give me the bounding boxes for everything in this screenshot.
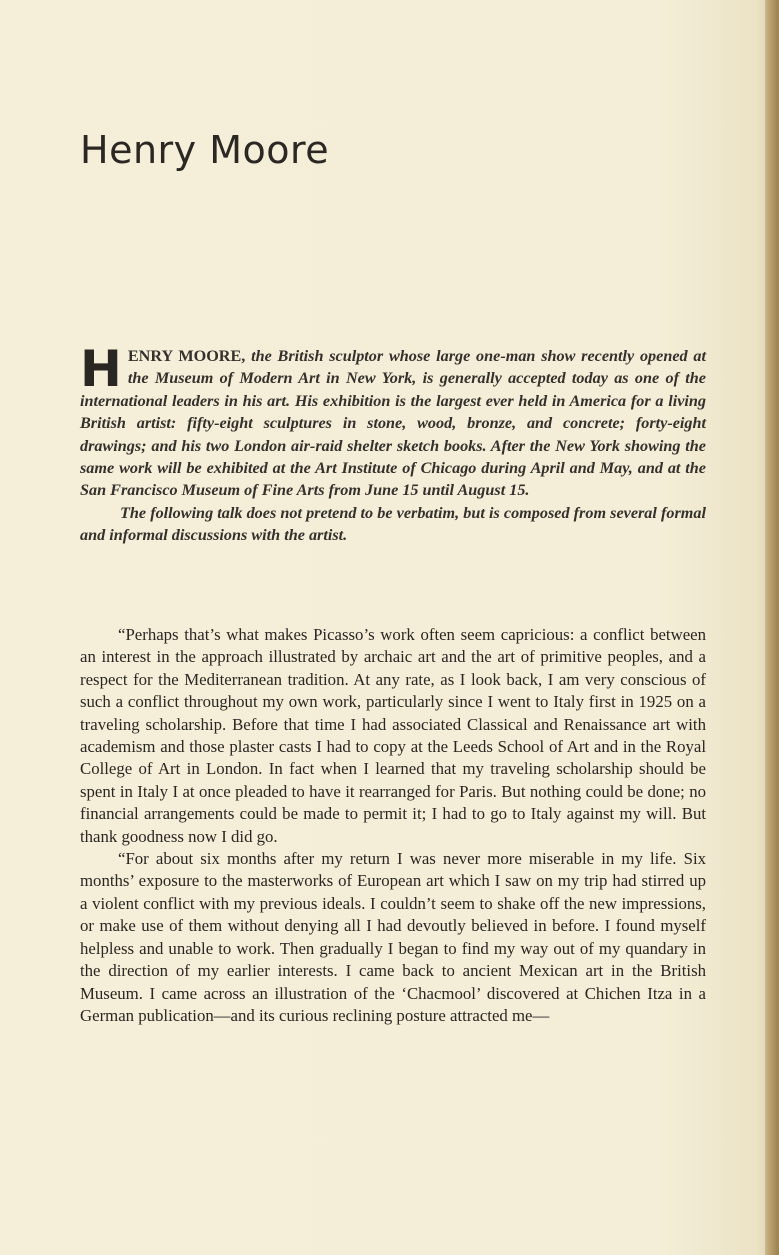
page-title: Henry Moore — [80, 128, 330, 172]
intro-name: ENRY MOORE, — [127, 347, 246, 365]
body-paragraph-1: “Perhaps that’s what makes Picasso’s work often seem capricious: a conflict between an interest in the approach illustrated by archaic art and the art of primitive peoples, and a respect for the Mediterranean tradition. At any rate, as I look back, I am very conscious of such a conflict throughout my own work, particularly since I went to Italy first in 1925 on a traveling scholarship. Before that time I had associated Classical and Renaissance art with academism and those plaster casts I had to copy at the Leeds School of Art and in the Royal College of Art in London. In fact when I learned that my traveling scholarship should be spent in Italy I at once pleaded to have it rearranged for Paris. But nothing could be done; no financial arrangements could be made to permit it; I had to go to Italy against my will. But thank goodness now I did go. — [80, 625, 706, 846]
intro-paragraph-2: The following talk does not pretend to be verbatim, but is composed from several formal and informal discussions with the artist. — [80, 503, 706, 545]
page-edge — [765, 0, 779, 1255]
intro-text — [80, 340, 706, 547]
intro-paragraph-1 — [80, 340, 706, 502]
drop-cap: H — [80, 340, 122, 398]
intro-paragraph-1-text: the British sculptor whose large one-man show recently opened at the Museum of Modern Art in New York, is generally accepted today as one of the international leaders in his art. His exhibition is the largest ever held in America for a living British artist: fifty-eight sculptures in stone, wood, bronze, and concrete; forty-eight drawings; and his two London air-raid shelter sketch books. After the New York showing the same work will be exhibited at the Art Institute of Chicago during April and May, and at the San Francisco Museum of Fine Arts from June 15 until August 15. — [80, 347, 706, 500]
body-paragraph-2: “For about six months after my return I was never more miserable in my life. Six months’ exposure to the masterworks of European art which I saw on my trip had stirred up a violent conflict with my previous ideals. I couldn’t seem to shake off the new impressions, or make use of them without denying all I had devoutly believed in before. I found myself helpless and unable to work. Then gradually I began to find my way out of my quandary in the direction of my earlier interests. I came back to ancient Mexican art in the British Museum. I came across an illustration of the ‘Chacmool’ discovered at Chichen Itza in a German publication—and its curious reclining posture attracted me— — [80, 849, 706, 1025]
body-text — [80, 624, 706, 1027]
